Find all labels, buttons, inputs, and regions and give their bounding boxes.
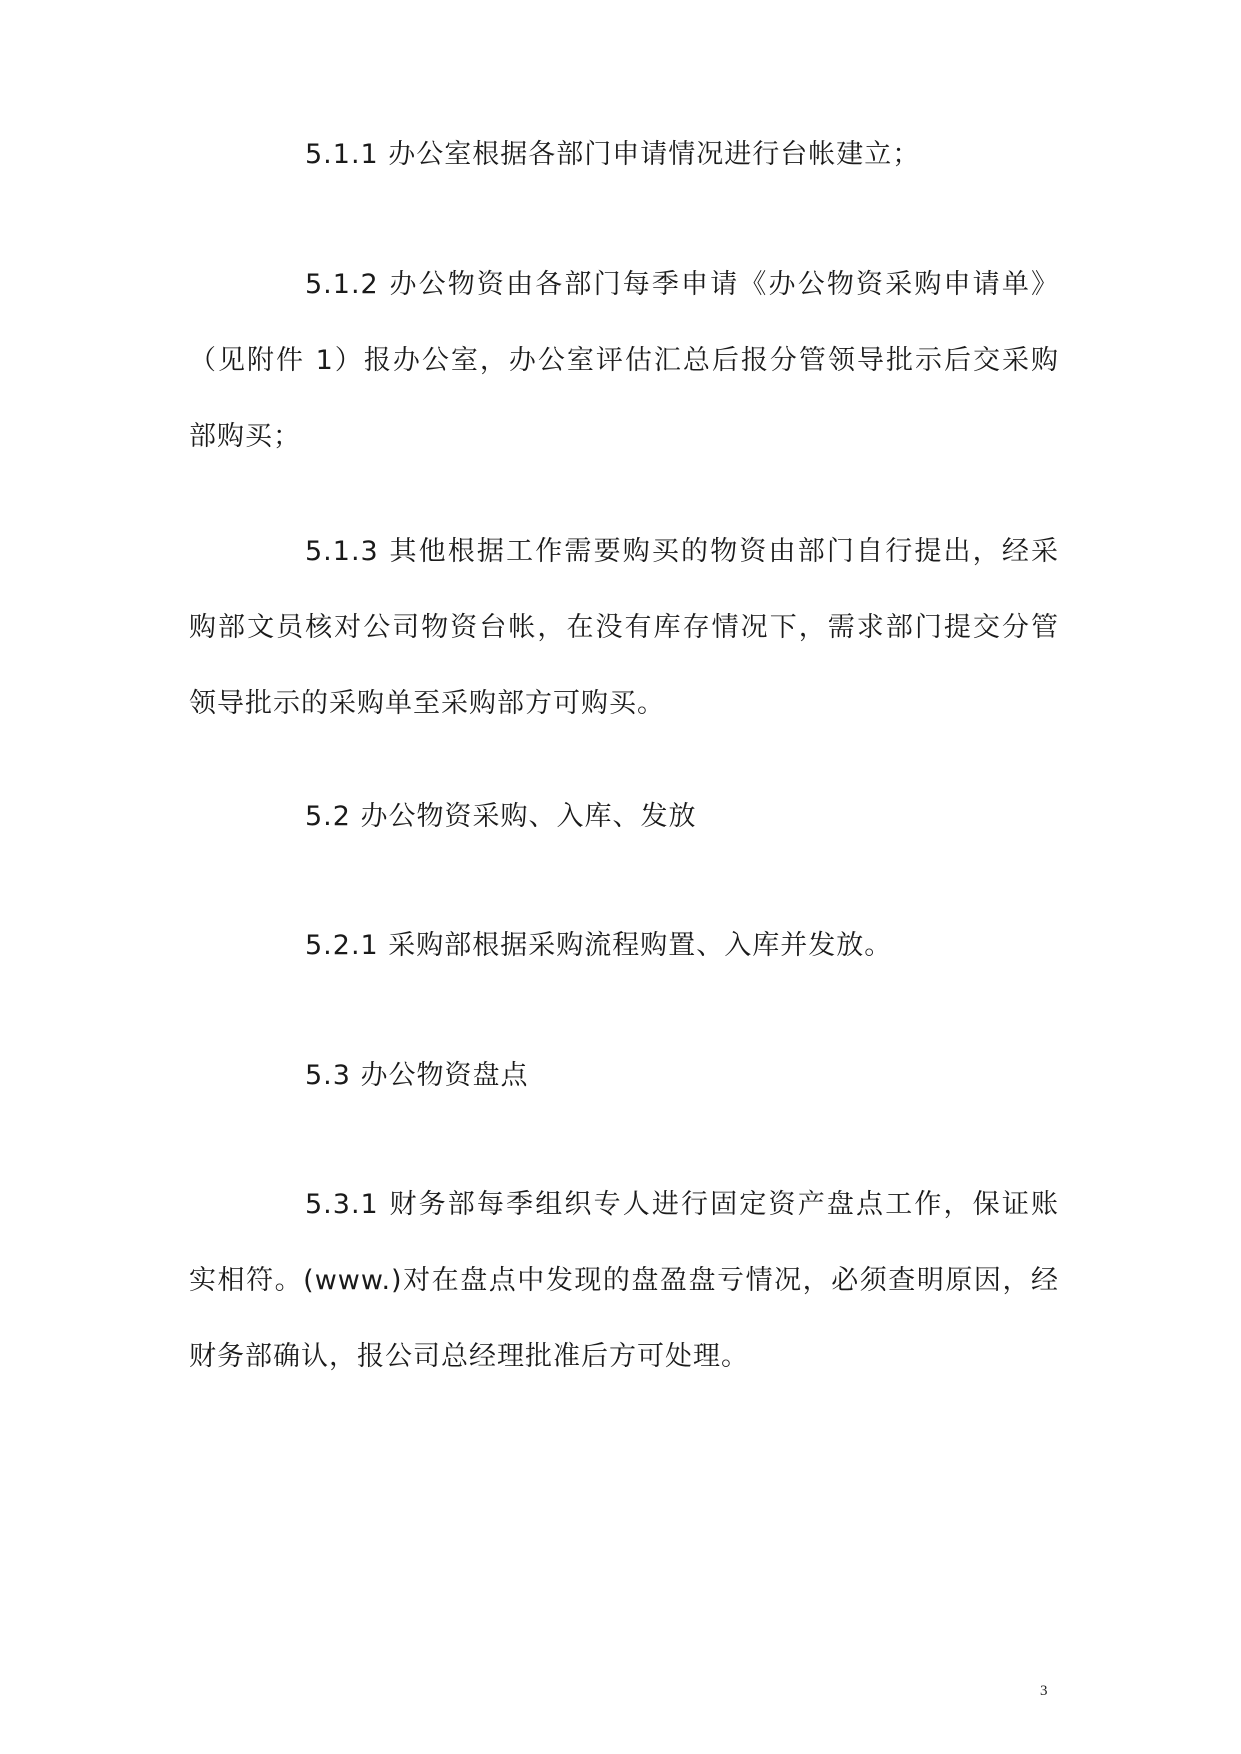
paragraph-line: 实相符。(www.)对在盘点中发现的盘盈盘亏情况，必须查明原因，经: [189, 1265, 1059, 1296]
heading-5-3: [189, 1038, 1059, 1114]
paragraph-5-2-1: [189, 908, 1059, 984]
paragraph-line: 购部文员核对公司物资台帐，在没有库存情况下，需求部门提交分管: [189, 612, 1059, 643]
page-number: 3: [1040, 1683, 1048, 1699]
paragraph-line: 5.1.1 办公室根据各部门申请情况进行台帐建立；: [305, 139, 921, 170]
paragraph-line: 5.1.3 其他根据工作需要购买的物资由部门自行提出，经采: [305, 536, 1059, 567]
paragraph-5-1-3: [189, 514, 1059, 742]
paragraph-5-1-1: [189, 117, 1059, 193]
paragraph-line: 财务部确认，报公司总经理批准后方可处理。: [189, 1341, 749, 1372]
heading-5-2: [189, 779, 1059, 855]
paragraph-line: 5.1.2 办公物资由各部门每季申请《办公物资采购申请单》: [305, 269, 1059, 300]
paragraph-line: 5.3 办公物资盘点: [305, 1060, 529, 1091]
paragraph-line: 5.2.1 采购部根据采购流程购置、入库并发放。: [305, 930, 893, 961]
paragraph-line: （见附件 1）报办公室，办公室评估汇总后报分管领导批示后交采购: [189, 345, 1059, 376]
paragraph-5-3-1: [189, 1167, 1059, 1395]
paragraph-line: 部购买；: [189, 421, 301, 452]
paragraph-line: 5.3.1 财务部每季组织专人进行固定资产盘点工作，保证账: [305, 1189, 1059, 1220]
paragraph-line: 领导批示的采购单至采购部方可购买。: [189, 688, 665, 719]
paragraph-5-1-2: [189, 247, 1059, 475]
paragraph-line: 5.2 办公物资采购、入库、发放: [305, 801, 697, 832]
